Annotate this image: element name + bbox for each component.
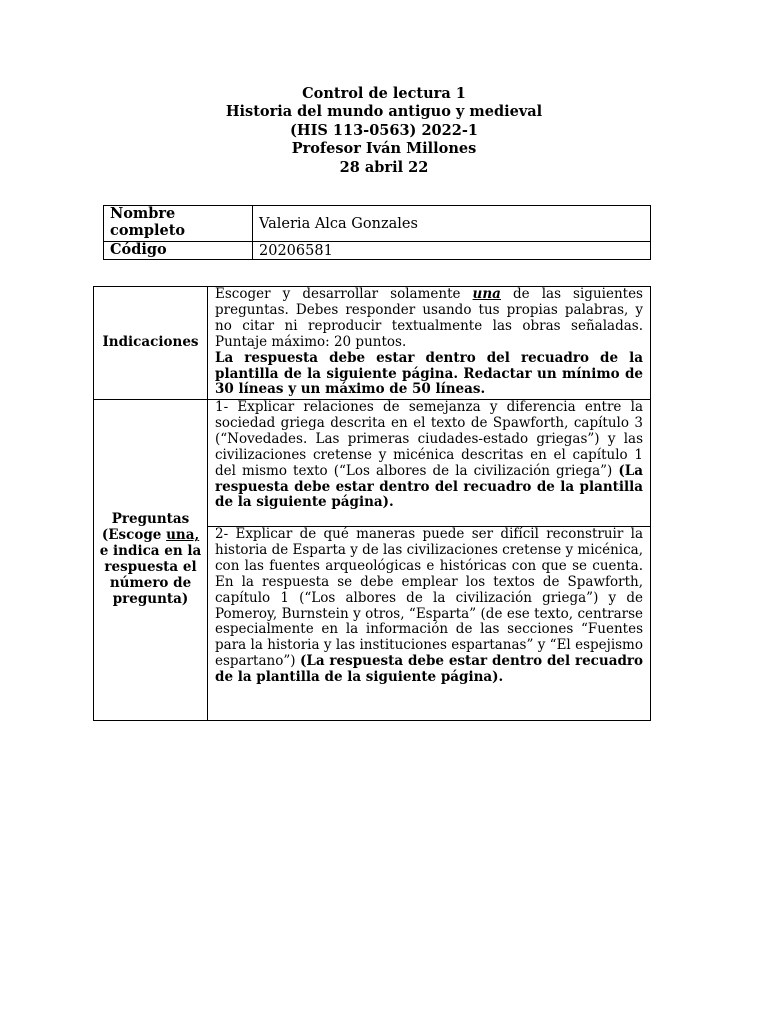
instructions-emphasis: una	[472, 286, 501, 302]
question-1-bold-note: (La respuesta debe estar dentro del recuadro de la plantilla de la siguiente página).	[215, 462, 643, 511]
document-header	[0, 85, 768, 177]
instructions-label	[94, 287, 208, 400]
instructions-cell	[208, 287, 651, 400]
instructions-bold-note: La respuesta debe estar dentro del recuadro de la plantilla de la siguiente página. Redactar un mínimo de 30 líneas y un máximo de 50 líneas.	[215, 349, 643, 398]
question-2-cell	[208, 527, 651, 721]
name-label: Nombre completo	[104, 206, 253, 242]
instructions-text-end: de las siguientes preguntas. Debes responder usando tus propias palabras, y no citar ni reproducir textualmente las obras señaladas. Puntaje máximo: 20 puntos.	[215, 286, 643, 350]
questions-label	[94, 400, 208, 721]
header-date: 28 abril 22	[339, 158, 429, 176]
instructions-label-text: Indicaciones	[102, 334, 199, 351]
exam-table	[93, 286, 651, 721]
instructions-text-start: Escoger y desarrollar solamente	[215, 286, 473, 302]
question-2-text: 2- Explicar de qué maneras puede ser difícil reconstruir la historia de Esparta y de las civilizaciones cretense y micénica, con las fuentes arqueológicas e históricas con que se cuenta. En la respuesta se debe emplear los textos de Spawforth, capítulo 1 (“Los albores de la civilización griega”) y de Pomeroy, Burnstein y otros, “Esparta” (de ese texto, centrarse especialmente en la información de las secciones “Fuentes para la historia y las instituciones espartanas” y “El espejismo espartano”)	[215, 526, 643, 670]
code-value: 20206581	[253, 242, 651, 260]
questions-label-end: e indica en la respuesta el número de pregunta)	[99, 543, 202, 607]
code-label: Código	[104, 242, 253, 260]
name-value: Valeria Alca Gonzales	[253, 206, 651, 242]
header-course: Historia del mundo antiguo y medieval	[225, 103, 543, 121]
header-course-code: (HIS 113-0563) 2022-1	[290, 121, 478, 139]
student-info-table	[103, 205, 651, 260]
header-title: Control de lectura 1	[302, 85, 466, 102]
instructions-row	[94, 287, 651, 400]
questions-label-start: Preguntas (Escoge	[101, 511, 190, 544]
code-row	[104, 242, 651, 260]
name-row	[104, 206, 651, 242]
questions-label-underlined: una,	[166, 527, 200, 544]
question-1-text: 1- Explicar relaciones de semejanza y diferencia entre la sociedad griega descrita en el texto de Spawforth, capítulo 3 (“Novedades. Las primeras ciudades-estado griegas”) y las civilizaciones cretense y micénica descritas en el capítulo 1 del mismo texto (“Los albores de la civilización griega”)	[215, 399, 643, 479]
question-1-cell	[208, 400, 651, 527]
question-1-row	[94, 400, 651, 527]
question-2-bold-note: (La respuesta debe estar dentro del recuadro de la plantilla de la siguiente página).	[215, 653, 643, 686]
header-professor: Profesor Iván Millones	[291, 140, 477, 158]
